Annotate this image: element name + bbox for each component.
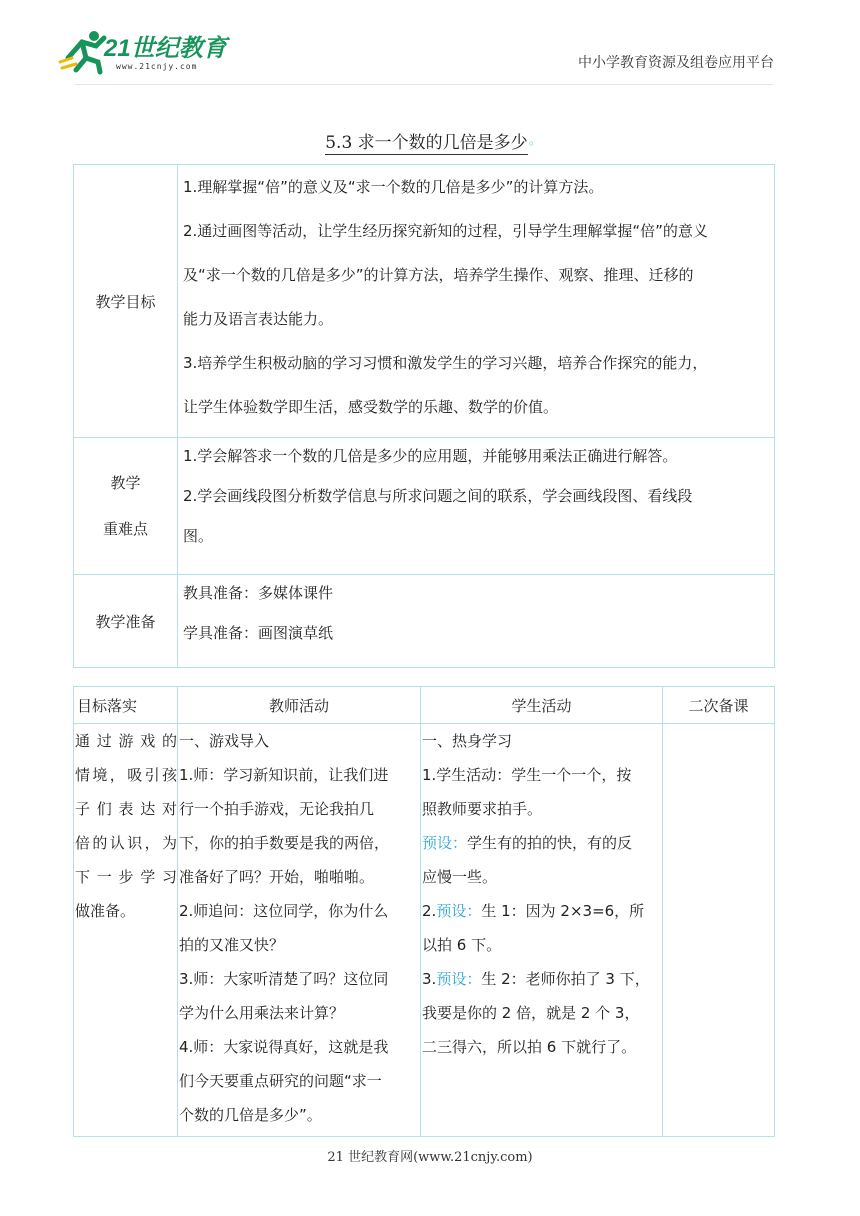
objectives-content — [178, 165, 775, 438]
preset-tag: 预设： — [436, 970, 482, 988]
goal-line: 做准备。 — [75, 902, 136, 920]
footer: 21 世纪教育网(www.21cnjy.com) — [327, 1150, 533, 1165]
teacher-line: 2.师追问：这位同学，你为什么 — [179, 902, 389, 920]
teacher-line: 3.师：大家听清楚了吗？这位同 — [179, 970, 389, 988]
student-line — [421, 962, 662, 996]
header-notes: 二次备课 — [663, 687, 775, 724]
student-line: 二三得六，所以拍 6 下就行了。 — [422, 1038, 637, 1056]
key-points-content — [178, 438, 775, 575]
objective-line: 及“求一个数的几倍是多少”的计算方法，培养学生操作、观察、推理、迁移的 — [183, 266, 694, 284]
teacher-line: 个数的几倍是多少”。 — [179, 1106, 322, 1124]
preset-number: 3. — [422, 970, 437, 988]
teacher-line: 行一个拍手游戏，无论我拍几 — [179, 800, 375, 818]
activity-table — [73, 686, 775, 1137]
goal-line: 下一步学习 — [75, 868, 177, 886]
goal-line: 情境，吸引孩 — [75, 766, 177, 784]
objective-line: 1.理解掌握“倍”的意义及“求一个数的几倍是多少”的计算方法。 — [183, 178, 604, 196]
student-line: 应慢一些。 — [422, 868, 498, 886]
goal-line: 通过游戏的 — [75, 732, 177, 750]
activity-row — [74, 724, 775, 1137]
teacher-line: 拍的又准又快？ — [179, 936, 285, 954]
objectives-row — [74, 165, 775, 438]
key-points-row — [74, 438, 775, 575]
teacher-line: 学为什么用乘法来计算？ — [179, 1004, 345, 1022]
student-line: 我要是你的 2 倍，就是 2 个 3， — [422, 1004, 640, 1022]
preset-text: 生 1：因为 2×3=6，所 — [481, 902, 645, 920]
key-points-label-line: 重难点 — [102, 520, 148, 538]
header-goal: 目标落实 — [74, 687, 178, 724]
header-teacher: 教师活动 — [178, 687, 421, 724]
teacher-line: 1.师：学习新知识前，让我们进 — [179, 766, 389, 784]
goal-line: 子们表达对 — [75, 800, 177, 818]
teacher-line: 准备好了吗？开始，啪啪啪。 — [179, 868, 375, 886]
objective-line: 2.通过画图等活动，让学生经历探究新知的过程，引导学生理解掌握“倍”的意义 — [183, 222, 708, 240]
teacher-line: 们今天要重点研究的问题“求一 — [179, 1072, 382, 1090]
student-line: 1.学生活动：学生一个一个，按 — [422, 766, 632, 784]
key-point-line: 1.学会解答求一个数的几倍是多少的应用题，并能够用乘法正确进行解答。 — [183, 447, 678, 465]
student-line — [421, 826, 662, 860]
teacher-line: 4.师：大家说得真好，这就是我 — [179, 1038, 389, 1056]
preset-text: 学生有的拍的快，有的反 — [467, 834, 633, 852]
objectives-label: 教学目标 — [74, 165, 178, 438]
objective-line: 让学生体验数学即生活，感受数学的乐趣、数学的价值。 — [183, 398, 559, 416]
preparation-line: 教具准备：多媒体课件 — [183, 584, 334, 602]
notes-cell — [663, 724, 775, 1137]
key-point-line: 2.学会画线段图分析数学信息与所求问题之间的联系，学会画线段图、看线段 — [183, 487, 693, 505]
platform-name: 中小学教育资源及组卷应用平台 — [578, 55, 774, 71]
header-student: 学生活动 — [421, 687, 663, 724]
key-points-label — [74, 438, 178, 575]
preparation-line: 学具准备：画图演草纸 — [183, 624, 334, 642]
objectives-table — [73, 164, 775, 668]
teacher-line: 下，你的拍手数要是我的两倍， — [179, 834, 390, 852]
preset-tag: 预设： — [422, 834, 468, 852]
goal-cell — [74, 724, 178, 1137]
preparation-row — [74, 575, 775, 668]
header-divider — [74, 84, 774, 85]
goal-line: 倍的认识，为 — [75, 834, 177, 852]
page-title — [0, 128, 860, 153]
student-line: 照教师要求拍手。 — [422, 800, 543, 818]
objective-line: 能力及语言表达能力。 — [183, 310, 334, 328]
teacher-cell — [178, 724, 421, 1137]
title-marker-icon: ◦ — [527, 137, 535, 151]
preparation-content — [178, 575, 775, 668]
objective-line: 3.培养学生积极动脑的学习习惯和激发学生的学习兴趣，培养合作探究的能力， — [183, 354, 708, 372]
logo-text: 21世纪教育 — [104, 35, 227, 62]
logo-url: www.21cnjy.com — [116, 62, 198, 71]
key-point-line: 图。 — [183, 527, 214, 545]
teacher-line: 一、游戏导入 — [179, 732, 270, 750]
activity-table-header — [74, 687, 775, 724]
student-cell — [421, 724, 663, 1137]
preset-tag: 预设： — [436, 902, 482, 920]
title-text: 5.3 求一个数的几倍是多少 — [325, 133, 528, 153]
student-line: 以拍 6 下。 — [422, 936, 502, 954]
key-points-label-line: 教学 — [110, 474, 141, 492]
preset-number: 2. — [422, 902, 437, 920]
preset-text: 生 2：老师你拍了 3 下， — [481, 970, 650, 988]
student-line — [421, 894, 662, 928]
student-heading: 一、热身学习 — [422, 732, 513, 750]
preparation-label: 教学准备 — [74, 575, 178, 668]
